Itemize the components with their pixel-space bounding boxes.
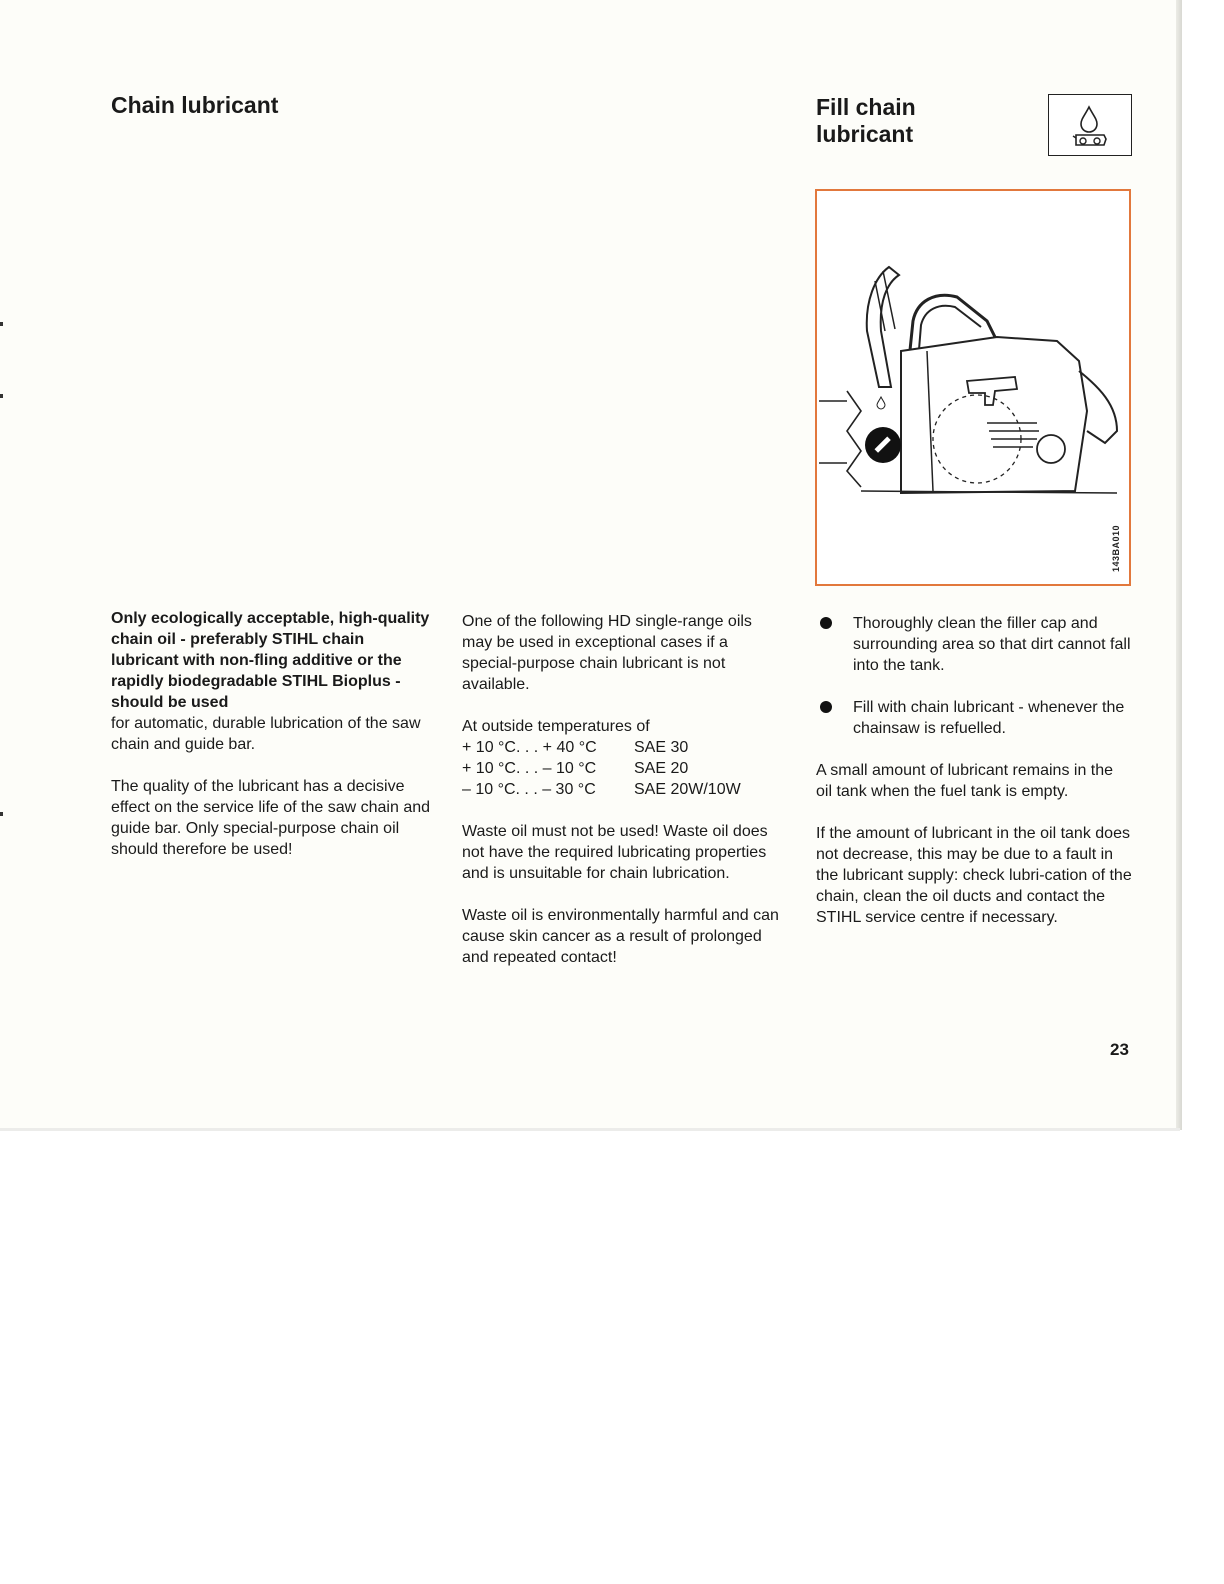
lubricant-fault-paragraph: If the amount of lubricant in the oil tank does not decrease, this may be due to a fault in the lubricant supply: check lubri-cation of the chain, clean the oil ducts and contact the STIHL service centre if necessary. [816, 825, 1132, 926]
lubricant-remains-paragraph: A small amount of lubricant remains in the oil tank when the fuel tank is empty. [816, 762, 1114, 800]
chainsaw-illustration [815, 189, 1131, 586]
column-right [816, 613, 1132, 949]
oil-grade: SAE 20 [634, 760, 689, 777]
page-number: 23 [1110, 1040, 1129, 1059]
bullet-icon [820, 701, 832, 713]
bullet-text: Fill with chain lubricant - whenever the chainsaw is refuelled. [853, 699, 1125, 737]
temperature-heading: At outside temperatures of [462, 718, 650, 735]
waste-oil-paragraph: Waste oil must not be used! Waste oil does not have the required lubricating properties and is unsuitable for chain lubrication. [462, 823, 768, 882]
oil-drop-chainsaw-icon [1048, 94, 1132, 156]
oil-grade: SAE 30 [634, 739, 689, 756]
instruction-bullet [816, 697, 1132, 739]
section-title-chain-lubricant: Chain lubricant [111, 92, 279, 118]
column-left [111, 608, 431, 881]
temperature-row [462, 779, 782, 800]
instruction-bullet [816, 613, 1132, 676]
oil-grade: SAE 20W/10W [634, 781, 741, 798]
figure-code: 143BA010 [1111, 524, 1121, 572]
oil-recommendation-tail: for automatic, durable lubrication of the saw chain and guide bar. [111, 715, 421, 753]
bullet-icon [820, 617, 832, 629]
margin-mark [0, 812, 3, 816]
page-shadow [0, 1128, 1180, 1131]
temperature-row [462, 737, 782, 758]
lubricant-quality-paragraph: The quality of the lubricant has a decisive effect on the service life of the saw chain and guide bar. Only special-purpose chain oil should therefore be used! [111, 778, 431, 858]
hd-oils-paragraph: One of the following HD single-range oils may be used in exceptional cases if a special-purpose chain lubricant is not available. [462, 613, 752, 693]
column-middle [462, 611, 782, 989]
page-edge [1176, 0, 1182, 1130]
temperature-range: + 10 °C. . . + 40 °C [462, 739, 597, 756]
temperature-table [462, 716, 782, 800]
section-title-fill-chain-lubricant: Fill chain lubricant [816, 94, 916, 147]
oil-recommendation-bold: Only ecologically acceptable, high-quality chain oil - preferably STIHL chain lubricant with non-fling additive or the rapidly biodegradable STIHL Bioplus - should be used [111, 610, 430, 711]
margin-mark [0, 394, 3, 398]
temperature-row [462, 758, 782, 779]
margin-mark [0, 322, 3, 326]
temperature-range: + 10 °C. . . – 10 °C [462, 760, 597, 777]
temperature-range: – 10 °C. . . – 30 °C [462, 781, 596, 798]
waste-oil-warning-paragraph: Waste oil is environmentally harmful and can cause skin cancer as a result of prolonged and repeated contact! [462, 907, 779, 966]
bullet-text: Thoroughly clean the filler cap and surrounding area so that dirt cannot fall into the tank. [853, 615, 1131, 674]
